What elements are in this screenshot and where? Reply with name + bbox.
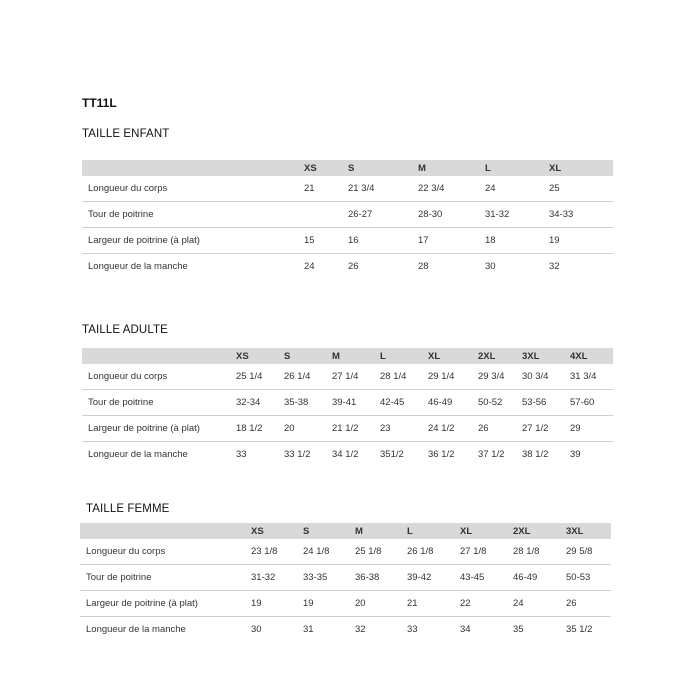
table-cell: 46-49: [428, 390, 478, 416]
table-cell: 42-45: [380, 390, 428, 416]
table-cell: 31 3/4: [570, 364, 613, 390]
table-cell: 39-42: [407, 565, 460, 591]
table-cell: 34: [460, 624, 471, 635]
size-header: XS: [304, 160, 348, 176]
table-cell: 19: [251, 591, 303, 617]
table-header-row: [82, 348, 613, 364]
table-cell: 26-27: [348, 202, 418, 228]
size-header: 3XL: [522, 348, 570, 364]
table-cell: 53-56: [522, 390, 570, 416]
table-cell: 23: [380, 416, 428, 442]
size-header: L: [485, 160, 549, 176]
table-cell: 26: [478, 416, 522, 442]
table-cell: 34-33: [549, 202, 613, 228]
table-row: [80, 617, 611, 643]
row-label: Longueur de la manche: [88, 449, 188, 460]
table-cell: 24: [485, 176, 549, 202]
table-cell: 19: [549, 228, 613, 254]
table-cell: 24 1/2: [428, 416, 478, 442]
product-code: TT11L: [82, 96, 117, 110]
table-cell: 16: [348, 228, 418, 254]
size-header: XL: [460, 523, 513, 539]
table-row: [82, 364, 613, 390]
table-cell: 28 1/4: [380, 364, 428, 390]
table-header-row: [80, 523, 611, 539]
row-label: Largeur de poitrine (à plat): [82, 228, 304, 254]
size-header: M: [355, 523, 407, 539]
table-cell: 33: [236, 449, 247, 460]
table-cell: 32: [355, 624, 366, 635]
table-cell: 25 1/4: [236, 364, 284, 390]
table-cell: 26: [348, 261, 359, 272]
table-cell: 36-38: [355, 565, 407, 591]
table-row: [82, 176, 613, 202]
row-label: Longueur de la manche: [88, 261, 188, 272]
table-row: [82, 416, 613, 442]
table-cell: 31-32: [485, 202, 549, 228]
table-cell: 50-53: [566, 565, 611, 591]
table-cell: 35 1/2: [566, 624, 593, 635]
table-cell: 27 1/2: [522, 416, 570, 442]
size-header: M: [418, 160, 485, 176]
table-cell: 35-38: [284, 390, 332, 416]
table-cell: [304, 202, 348, 228]
size-header: S: [284, 348, 332, 364]
section-title-adulte: TAILLE ADULTE: [82, 324, 168, 336]
size-header: M: [332, 348, 380, 364]
table-cell: 32-34: [236, 390, 284, 416]
table-cell: 21 3/4: [348, 176, 418, 202]
size-header: XS: [236, 348, 284, 364]
header-label-cell: [82, 160, 304, 176]
table-cell: 28-30: [418, 202, 485, 228]
size-header: S: [348, 160, 418, 176]
size-table-femme: [80, 523, 611, 642]
section-title-femme: TAILLE FEMME: [86, 503, 170, 515]
table-cell: 30: [485, 261, 496, 272]
row-label: Tour de poitrine: [82, 202, 304, 228]
table-cell: 25 1/8: [355, 539, 407, 565]
row-label: Longueur du corps: [82, 176, 304, 202]
table-cell: 20: [355, 591, 407, 617]
table-cell: 43-45: [460, 565, 513, 591]
table-cell: 22 3/4: [418, 176, 485, 202]
table-row: [82, 254, 613, 280]
size-header: 2XL: [513, 523, 566, 539]
table-cell: 20: [284, 416, 332, 442]
row-label: Largeur de poitrine (à plat): [80, 591, 251, 617]
table-row: [82, 390, 613, 416]
table-row: [80, 539, 611, 565]
table-row: [80, 591, 611, 617]
table-cell: 29 3/4: [478, 364, 522, 390]
table-cell: 34 1/2: [332, 449, 359, 460]
size-header: 3XL: [566, 523, 611, 539]
table-cell: 18: [485, 228, 549, 254]
size-table-enfant: [82, 160, 613, 279]
size-header: L: [407, 523, 460, 539]
table-cell: 38 1/2: [522, 449, 549, 460]
table-cell: 351/2: [380, 449, 404, 460]
size-header: S: [303, 523, 355, 539]
table-cell: 50-52: [478, 390, 522, 416]
table-row: [80, 565, 611, 591]
table-cell: 29 5/8: [566, 539, 611, 565]
table-row: [82, 228, 613, 254]
table-cell: 24 1/8: [303, 539, 355, 565]
row-label: Tour de poitrine: [82, 390, 236, 416]
header-label-cell: [82, 348, 236, 364]
table-row: [82, 202, 613, 228]
table-cell: 23 1/8: [251, 539, 303, 565]
table-cell: 29: [570, 416, 613, 442]
table-cell: 15: [304, 228, 348, 254]
table-cell: 27 1/4: [332, 364, 380, 390]
row-label: Tour de poitrine: [80, 565, 251, 591]
row-label: Longueur du corps: [80, 539, 251, 565]
table-cell: 28 1/8: [513, 539, 566, 565]
header-label-cell: [80, 523, 251, 539]
table-header-row: [82, 160, 613, 176]
size-header: XL: [549, 160, 613, 176]
table-cell: 25: [549, 176, 613, 202]
table-cell: 32: [549, 261, 560, 272]
size-header: 4XL: [570, 348, 613, 364]
table-cell: 24: [513, 591, 566, 617]
size-header: XL: [428, 348, 478, 364]
table-cell: 22: [460, 591, 513, 617]
table-cell: 26 1/8: [407, 539, 460, 565]
table-cell: 46-49: [513, 565, 566, 591]
table-cell: 30 3/4: [522, 364, 570, 390]
table-cell: 37 1/2: [478, 449, 505, 460]
table-cell: 18 1/2: [236, 416, 284, 442]
table-cell: 31-32: [251, 565, 303, 591]
table-cell: 33 1/2: [284, 449, 311, 460]
table-cell: 26: [566, 591, 611, 617]
table-cell: 36 1/2: [428, 449, 455, 460]
table-cell: 31: [303, 624, 314, 635]
table-cell: 21 1/2: [332, 416, 380, 442]
table-row: [82, 442, 613, 468]
table-cell: 29 1/4: [428, 364, 478, 390]
size-table-adulte: [82, 348, 613, 467]
table-cell: 17: [418, 228, 485, 254]
table-cell: 21: [407, 591, 460, 617]
table-cell: 30: [251, 624, 262, 635]
table-cell: 24: [304, 261, 315, 272]
table-cell: 26 1/4: [284, 364, 332, 390]
size-header: 2XL: [478, 348, 522, 364]
table-cell: 39: [570, 449, 581, 460]
row-label: Longueur de la manche: [86, 624, 186, 635]
row-label: Longueur du corps: [82, 364, 236, 390]
table-cell: 35: [513, 624, 524, 635]
size-header: L: [380, 348, 428, 364]
table-cell: 27 1/8: [460, 539, 513, 565]
row-label: Largeur de poitrine (à plat): [82, 416, 236, 442]
table-cell: 21: [304, 176, 348, 202]
table-cell: 19: [303, 591, 355, 617]
section-title-enfant: TAILLE ENFANT: [82, 128, 170, 140]
table-cell: 33: [407, 624, 418, 635]
table-cell: 57-60: [570, 390, 613, 416]
size-header: XS: [251, 523, 303, 539]
table-cell: 39-41: [332, 390, 380, 416]
table-cell: 33-35: [303, 565, 355, 591]
table-cell: 28: [418, 261, 429, 272]
